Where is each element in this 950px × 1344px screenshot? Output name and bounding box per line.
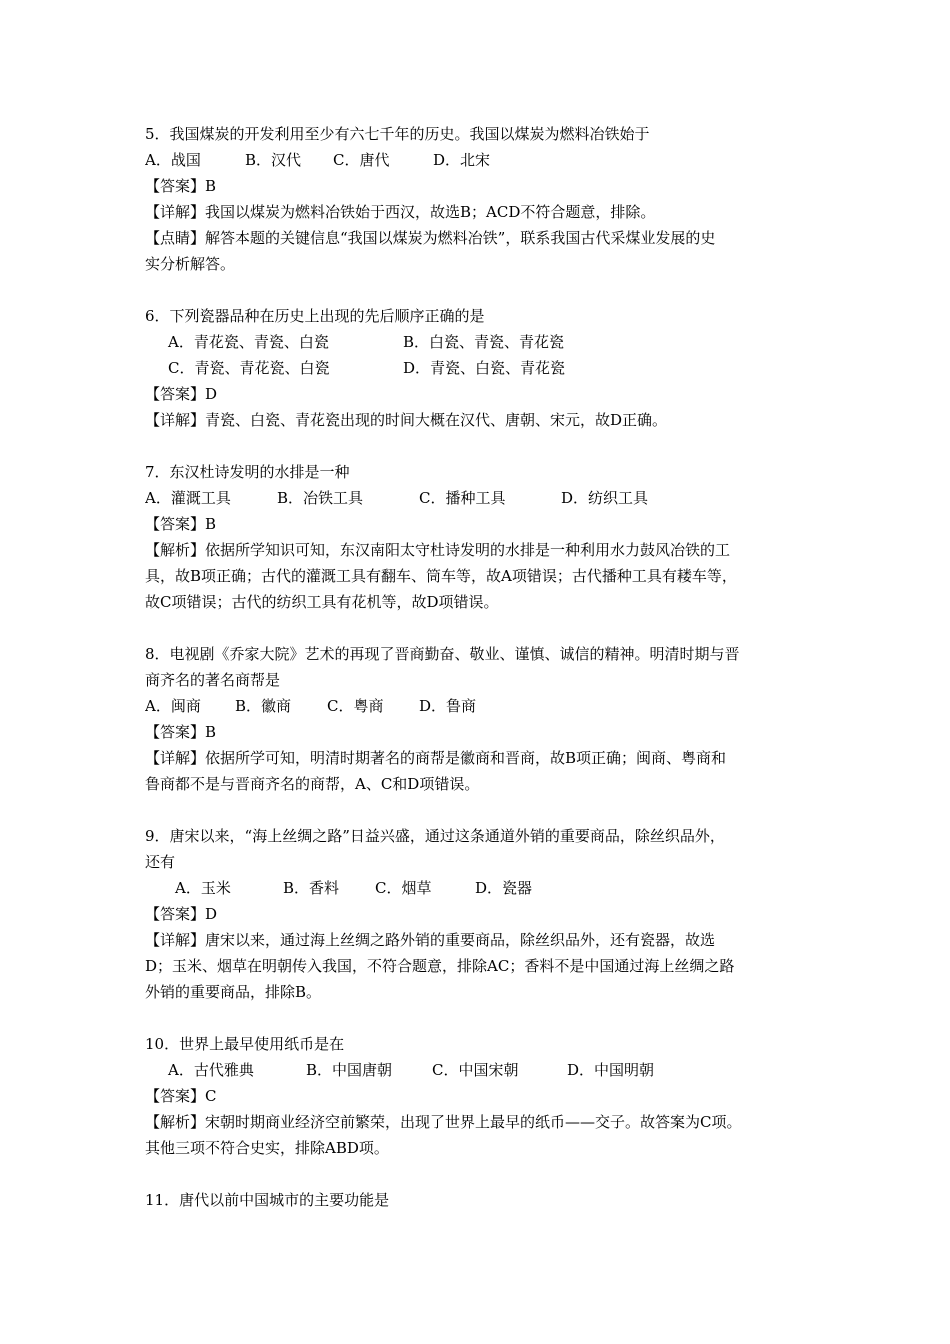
- question-gap: [145, 277, 825, 303]
- option-c: C．唐代: [333, 151, 390, 169]
- question-block: [145, 121, 825, 277]
- option-c: C．粤商: [327, 697, 384, 715]
- options-row: [145, 329, 825, 355]
- option-c: C．烟草: [375, 879, 432, 897]
- option-b: B．汉代: [245, 151, 302, 169]
- option-b: B．中国唐朝: [306, 1061, 393, 1079]
- option-d: D．纺织工具: [561, 489, 649, 507]
- answer-line: 【答案】C: [145, 1087, 217, 1105]
- question-stem: 11．唐代以前中国城市的主要功能是: [145, 1191, 390, 1209]
- answer-line: 【答案】B: [145, 515, 217, 533]
- option-d: D．瓷器: [475, 879, 533, 897]
- explanation-line: 【解析】宋朝时期商业经济空前繁荣，出现了世界上最早的纸币——交子。故答案为C项。: [145, 1113, 742, 1131]
- option-a: A．古代雅典: [168, 1061, 254, 1079]
- question-gap: [145, 1161, 825, 1187]
- option-d: D．鲁商: [419, 697, 477, 715]
- option-a: A．闽商: [145, 697, 201, 715]
- question-stem: 还有: [145, 853, 176, 871]
- option-c: C．青瓷、青花瓷、白瓷: [168, 359, 330, 377]
- question-block: [145, 823, 825, 1005]
- explanation-line: 【详解】青瓷、白瓷、青花瓷出现的时间大概在汉代、唐朝、宋元，故D正确。: [145, 411, 668, 429]
- explanation-line: 其他三项不符合史实，排除ABD项。: [145, 1139, 389, 1157]
- question-stem: 商齐名的著名商帮是: [145, 671, 281, 689]
- question-block: [145, 1031, 825, 1161]
- explanation-line: 故C项错误；古代的纺织工具有花机等，故D项错误。: [145, 593, 499, 611]
- option-b: B．徽商: [235, 697, 292, 715]
- question-stem: 7．东汉杜诗发明的水排是一种: [145, 463, 350, 481]
- explanation-line: 具，故B项正确；古代的灌溉工具有翻车、筒车等，故A项错误；古代播种工具有耧车等，: [145, 567, 737, 585]
- answer-line: 【答案】D: [145, 905, 218, 923]
- option-a: A．战国: [145, 151, 201, 169]
- option-d: D．青瓷、白瓷、青花瓷: [403, 359, 566, 377]
- question-gap: [145, 797, 825, 823]
- options-row: [145, 485, 825, 511]
- option-b: B．白瓷、青瓷、青花瓷: [403, 333, 565, 351]
- answer-line: 【答案】B: [145, 177, 217, 195]
- option-b: B．冶铁工具: [277, 489, 364, 507]
- question-list: [145, 121, 825, 1213]
- explanation-line: 外销的重要商品，排除B。: [145, 983, 322, 1001]
- options-row: [145, 875, 825, 901]
- question-gap: [145, 433, 825, 459]
- question-stem: 5．我国煤炭的开发利用至少有六七千年的历史。我国以煤炭为燃料冶铁始于: [145, 125, 650, 143]
- explanation-line: 【解析】依据所学知识可知，东汉南阳太守杜诗发明的水排是一种利用水力鼓风冶铁的工: [145, 541, 731, 559]
- question-stem: 9．唐宋以来，“海上丝绸之路”日益兴盛，通过这条通道外销的重要商品，除丝织品外，: [145, 827, 725, 845]
- option-a: A．灌溉工具: [145, 489, 231, 507]
- option-c: C．中国宋朝: [432, 1061, 519, 1079]
- options-row: [145, 693, 825, 719]
- question-block: [145, 641, 825, 797]
- question-stem: 6．下列瓷器品种在历史上出现的先后顺序正确的是: [145, 307, 485, 325]
- answer-line: 【答案】B: [145, 723, 217, 741]
- question-block: [145, 1187, 825, 1213]
- explanation-line: 实分析解答。: [145, 255, 236, 273]
- explanation-line: D；玉米、烟草在明朝传入我国，不符合题意，排除AC；香料不是中国通过海上丝绸之路: [145, 957, 735, 975]
- explanation-line: 【点睛】解答本题的关键信息“我国以煤炭为燃料冶铁”，联系我国古代采煤业发展的史: [145, 229, 716, 247]
- option-d: D．中国明朝: [567, 1061, 655, 1079]
- question-gap: [145, 615, 825, 641]
- answer-line: 【答案】D: [145, 385, 218, 403]
- options-row: [145, 355, 825, 381]
- explanation-line: 【详解】唐宋以来，通过海上丝绸之路外销的重要商品，除丝织品外，还有瓷器，故选: [145, 931, 716, 949]
- question-stem: 10．世界上最早使用纸币是在: [145, 1035, 345, 1053]
- question-gap: [145, 1005, 825, 1031]
- options-row: [145, 1057, 825, 1083]
- explanation-line: 【详解】依据所学可知，明清时期著名的商帮是徽商和晋商，故B项正确；闽商、粤商和: [145, 749, 727, 767]
- question-stem: 8．电视剧《乔家大院》艺术的再现了晋商勤奋、敬业、谨慎、诚信的精神。明清时期与晋: [145, 645, 740, 663]
- option-a: A．青花瓷、青瓷、白瓷: [168, 333, 329, 351]
- explanation-line: 鲁商都不是与晋商齐名的商帮，A、C和D项错误。: [145, 775, 480, 793]
- option-b: B．香料: [283, 879, 340, 897]
- option-c: C．播种工具: [419, 489, 506, 507]
- option-d: D．北宋: [433, 151, 491, 169]
- option-a: A．玉米: [175, 879, 231, 897]
- options-row: [145, 147, 825, 173]
- question-block: [145, 303, 825, 433]
- explanation-line: 【详解】我国以煤炭为燃料冶铁始于西汉，故选B；ACD不符合题意，排除。: [145, 203, 656, 221]
- question-block: [145, 459, 825, 615]
